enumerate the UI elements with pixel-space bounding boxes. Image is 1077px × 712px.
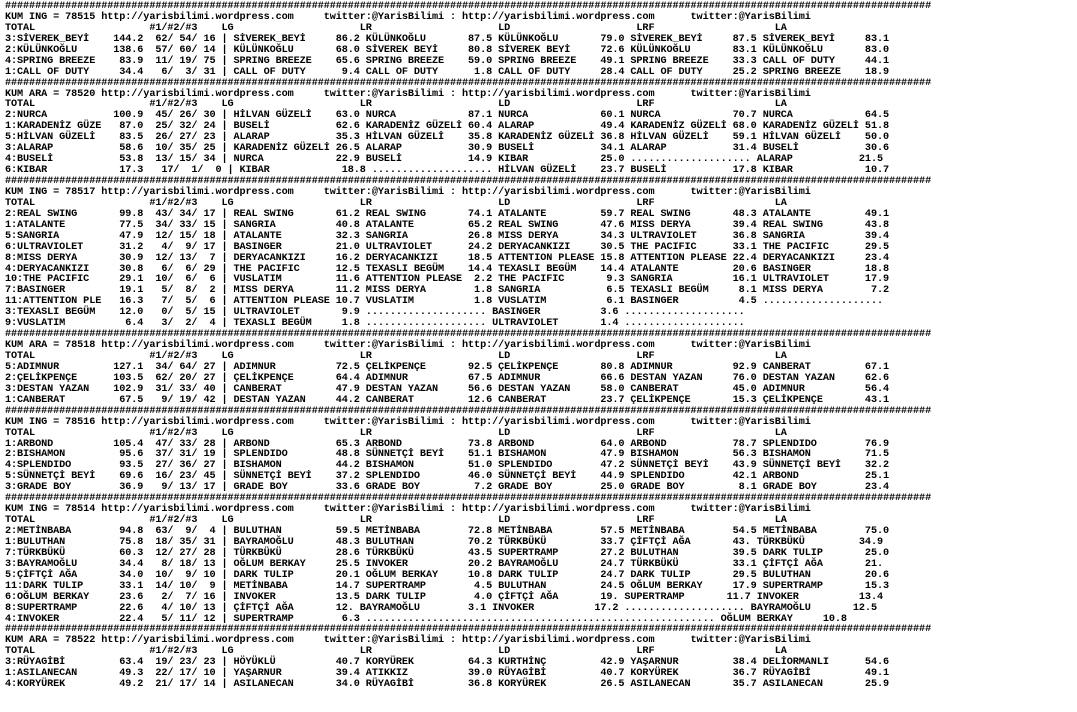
- text-line: 11:DARK TULIP 33.1 14/ 10/ 9 | METİNBABA 14.7 SUPERTRAMP 4.5 BULUTHAN 24.5 OĞLUM BERKAY 17.9 SUPERTRAMP 15.3: [5, 580, 889, 592]
- separator-line: ##########################################################################################################################################################: [5, 405, 932, 417]
- text-line: 1:CALL OF DUTY 34.4 6/ 3/ 31 | CALL OF DUTY 9.4 CALL OF DUTY 1.8 CALL OF DUTY 28.4 CALL OF DUTY 25.2 SPRING BREEZE 18.9: [5, 66, 889, 78]
- text-line: 7:BASINGER 19.1 5/ 8/ 2 | MISS DERYA 11.2 MISS DERYA 1.8 SANGRIA 6.5 TEXASLI BEGÜM 8.1 MISS DERYA 7.2: [5, 285, 889, 297]
- text-line: 3:RÜYAGİBİ 63.4 19/ 23/ 23 | HÖYÜKLÜ 40.7 KORYÜREK 64.3 KURTHİNÇ 42.9 YAŞARNUR 38.4 DELİORMANLI 54.6: [5, 657, 889, 669]
- separator-line: ##########################################################################################################################################################: [5, 1, 932, 12]
- text-line: KUM ARA = 78518 http://yarisbilimi.wordpress.com twitter:@YarisBilimi : http://yarisbilimi.wordpress.com twitter:@YarisBilimi: [5, 340, 811, 352]
- text-line: 1:ATALANTE 77.5 34/ 33/ 15 | SANGRIA 40.8 ATALANTE 65.2 REAL SWING 47.6 MISS DERYA 39.4 REAL SWING 43.8: [5, 219, 889, 231]
- text-line: KUM ARA = 78522 http://yarisbilimi.wordpress.com twitter:@YarisBilimi : http://yarisbilimi.wordpress.com twitter:@YarisBilimi: [5, 635, 811, 647]
- text-line: KUM ING = 78515 http://yarisbilimi.wordpress.com twitter:@YarisBilimi : http://yarisbilimi.wordpress.com twitter:@YarisBilimi: [5, 11, 811, 23]
- text-line: 5:SÜNNETÇİ BEYİ 69.6 16/ 23/ 45 | SÜNNETÇİ BEYİ 37.2 SPLENDIDO 46.0 SÜNNETÇİ BEYİ 44.9 SPLENDIDO 42.1 ARBOND 25.1: [5, 471, 889, 483]
- text-line: TOTAL #1/#2/#3 LG LR LD LRF LA: [5, 427, 787, 439]
- text-line: 5:HİLVAN GÜZELİ 83.5 26/ 27/ 23 | ALARAP 35.3 HİLVAN GÜZELİ 35.8 KARADENİZ GÜZELİ 36.8 HİLVAN GÜZELİ 59.1 HİLVAN GÜZELİ 50.0: [5, 132, 889, 144]
- text-line: TOTAL #1/#2/#3 LG LR LD LRF LA: [5, 515, 787, 527]
- text-line: KUM ARA = 78520 http://yarisbilimi.wordpress.com twitter:@YarisBilimi : http://yarisbilimi.wordpress.com twitter:@YarisBilimi: [5, 88, 811, 100]
- text-line: 8:SUPERTRAMP 22.6 4/ 10/ 13 | ÇİFTÇİ AĞA 12. BAYRAMOĞLU 3.1 INVOKER 17.2 .................... BAYRAMOĞLU 12.5: [5, 602, 877, 614]
- text-line: TOTAL #1/#2/#3 LG LR LD LRF LA: [5, 351, 787, 362]
- text-line: TOTAL #1/#2/#3 LG LR LD LRF LA: [5, 22, 787, 34]
- text-line: KUM ING = 78516 http://yarisbilimi.wordpress.com twitter:@YarisBilimi : http://yarisbilimi.wordpress.com twitter:@YarisBilimi: [5, 416, 811, 428]
- text-line: KUM ING = 78514 http://yarisbilimi.wordpress.com twitter:@YarisBilimi : http://yarisbilimi.wordpress.com twitter:@YarisBilimi: [5, 504, 811, 516]
- text-line: 6:ULTRAVIOLET 31.2 4/ 9/ 17 | BASINGER 21.0 ULTRAVIOLET 24.2 DERYACANKIZI 30.5 THE PACIFIC 33.1 THE PACIFIC 29.5: [5, 241, 889, 253]
- text-line: 1:BULUTHAN 75.8 18/ 35/ 31 | BAYRAMOĞLU 48.3 BULUTHAN 70.2 TÜRKBÜKÜ 33.7 ÇİFTÇİ AĞA 43. TÜRKBÜKÜ 34.9: [5, 536, 883, 548]
- text-line: 3:TEXASLI BEGÜM 12.0 0/ 5/ 15 | ULTRAVIOLET 9.9 .................... BASINGER 3.6 ....................: [5, 307, 745, 319]
- text-line: 6:KIBAR 17.3 17/ 1/ 0 | KIBAR 18.8 .................... HİLVAN GÜZELİ 23.7 BUSELİ 17.8 KIBAR 10.7: [5, 165, 889, 177]
- separator-line: ##########################################################################################################################################################: [5, 176, 932, 187]
- text-line: TOTAL #1/#2/#3 LG LR LD LRF LA: [5, 197, 787, 209]
- text-line: 6:OĞLUM BERKAY 23.6 2/ 7/ 16 | INVOKER 13.5 DARK TULIP 4.0 ÇİFTÇİ AĞA 19. SUPERTRAMP 11.7 INVOKER 13.4: [5, 591, 883, 603]
- text-line: 2:BISHAMON 95.6 37/ 31/ 19 | SPLENDIDO 48.8 SÜNNETÇİ BEYİ 51.1 BISHAMON 47.9 BISHAMON 56.3 BISHAMON 71.5: [5, 449, 889, 461]
- separator-line: ##########################################################################################################################################################: [5, 624, 932, 636]
- text-line: 2:METİNBABA 94.8 63/ 9/ 4 | BULUTHAN 59.5 METİNBABA 72.8 METİNBABA 57.5 METİNBABA 54.5 METİNBABA 75.0: [5, 526, 889, 537]
- text-line: 3:DESTAN YAZAN 102.9 31/ 33/ 40 | CANBERAT 47.9 DESTAN YAZAN 56.6 DESTAN YAZAN 58.0 CANBERAT 45.0 ADIMNUR 56.4: [5, 383, 889, 395]
- text-line: 4:BUSELİ 53.8 13/ 15/ 34 | NURCA 22.9 BUSELİ 14.9 KIBAR 25.0 .................... ALARAP 21.5: [5, 154, 883, 166]
- text-line: 5:SANGRIA 47.9 12/ 15/ 18 | ATALANTE 32.3 SANGRIA 26.8 MISS DERYA 34.3 ULTRAVIOLET 36.8 SANGRIA 39.4: [5, 230, 889, 242]
- text-line: 2:REAL SWING 99.8 43/ 34/ 17 | REAL SWING 61.2 REAL SWING 74.1 ATALANTE 59.7 REAL SWING 48.3 ATALANTE 49.1: [5, 208, 889, 220]
- text-line: 11:ATTENTION PLE 16.3 7/ 5/ 6 | ATTENTION PLEASE 10.7 VUSLATIM 1.8 VUSLATIM 6.1 BASINGER 4.5 ....................: [5, 296, 883, 308]
- text-line: 2:ÇELİKPENÇE 103.5 62/ 20/ 27 | ÇELİKPENÇE 64.4 ADIMNUR 67.5 ADIMNUR 66.6 DESTAN YAZAN 76.0 DESTAN YAZAN 62.6: [5, 372, 889, 384]
- separator-line: ##########################################################################################################################################################: [5, 493, 932, 505]
- text-line: 3:GRADE BOY 36.9 9/ 13/ 17 | GRADE BOY 33.6 GRADE BOY 7.2 GRADE BOY 25.0 GRADE BOY 8.1 GRADE BOY 23.4: [5, 482, 889, 494]
- separator-line: ##########################################################################################################################################################: [5, 329, 932, 341]
- text-line: 8:MISS DERYA 30.9 12/ 13/ 7 | DERYACANKIZI 16.2 DERYACANKIZI 18.5 ATTENTION PLEASE 15.8 ATTENTION PLEASE 22.4 DERYACANKIZI 23.4: [5, 252, 889, 264]
- text-line: 4:SPLENDIDO 93.5 27/ 36/ 27 | BISHAMON 44.2 BISHAMON 51.0 SPLENDIDO 47.2 SÜNNETÇİ BEYİ 43.9 SÜNNETÇİ BEYİ 32.2: [5, 460, 889, 472]
- text-line: 3:BAYRAMOĞLU 34.4 8/ 18/ 13 | OĞLUM BERKAY 25.5 INVOKER 20.2 BAYRAMOĞLU 24.7 TÜRKBÜKÜ 33.1 ÇİFTÇİ AĞA 21.: [5, 558, 883, 570]
- text-line: 10:THE PACIFIC 29.1 10/ 6/ 6 | VUSLATIM 11.6 ATTENTION PLEASE 2.2 THE PACIFIC 9.3 SANGRIA 16.1 ULTRAVIOLET 17.9: [5, 274, 889, 286]
- text-line: 3:ALARAP 58.6 10/ 35/ 25 | KARADENİZ GÜZELİ 26.5 ALARAP 30.9 BUSELİ 34.1 ALARAP 31.4 BUSELİ 30.6: [5, 143, 889, 155]
- text-line: TOTAL #1/#2/#3 LG LR LD LRF LA: [5, 99, 787, 111]
- text-line: 7:TÜRKBÜKÜ 60.3 12/ 27/ 28 | TÜRKBÜKÜ 28.6 TÜRKBÜKÜ 43.5 SUPERTRAMP 27.2 BULUTHAN 39.5 DARK TULIP 25.0: [5, 547, 889, 559]
- text-line: 5:ÇİFTÇİ AĞA 34.0 10/ 9/ 10 | DARK TULIP 20.1 OĞLUM BERKAY 10.8 DARK TULIP 24.7 DARK TULIP 29.5 BULUTHAN 20.6: [5, 569, 889, 581]
- text-line: 1:CANBERAT 67.5 9/ 19/ 42 | DESTAN YAZAN 44.2 CANBERAT 12.6 CANBERAT 23.7 ÇELİKPENÇE 15.3 ÇELİKPENÇE 43.1: [5, 394, 889, 406]
- text-line: 1:ARBOND 105.4 47/ 33/ 28 | ARBOND 65.3 ARBOND 73.8 ARBOND 64.0 ARBOND 78.7 SPLENDIDO 76.9: [5, 438, 889, 450]
- text-line: 2:NURCA 100.9 45/ 26/ 30 | HİLVAN GÜZELİ 63.0 NURCA 87.1 NURCA 60.1 NURCA 70.7 NURCA 64.5: [5, 110, 889, 122]
- text-line: TOTAL #1/#2/#3 LG LR LD LRF LA: [5, 646, 787, 658]
- text-line: 5:ADIMNUR 127.1 34/ 64/ 27 | ADIMNUR 72.5 ÇELİKPENÇE 92.5 ÇELİKPENÇE 80.8 ADIMNUR 92.9 CANBERAT 67.1: [5, 361, 889, 373]
- text-line: 4:KORYÜREK 49.2 21/ 17/ 14 | ASILANECAN 34.0 RÜYAGİBİ 36.8 KORYÜREK 26.5 ASILANECAN 35.7 ASILANECAN 25.9: [5, 679, 889, 691]
- text-line: 1:KARADENİZ GÜZE 87.0 25/ 32/ 24 | BUSELİ 62.6 KARADENİZ GÜZELİ 60.4 ALARAP 49.4 KARADENİZ GÜZELİ 68.0 KARADENİZ GÜZELİ 51.8: [5, 121, 889, 133]
- text-line: KUM ING = 78517 http://yarisbilimi.wordpress.com twitter:@YarisBilimi : http://yarisbilimi.wordpress.com twitter:@YarisBilimi: [5, 186, 811, 198]
- text-line: 4:DERYACANKIZI 30.8 6/ 6/ 29 | THE PACIFIC 12.5 TEXASLI BEGÜM 14.4 TEXASLI BEGÜM 14.4 ATALANTE 20.6 BASINGER 18.8: [5, 263, 889, 275]
- text-line: 9:VUSLATIM 6.4 3/ 2/ 4 | TEXASLI BEGÜM 1.8 .................... ULTRAVIOLET 1.4 ....................: [5, 318, 745, 330]
- text-line: 2:KÜLÜNKOĞLU 138.6 57/ 60/ 14 | KÜLÜNKOĞLU 68.0 SİVEREK BEYİ 80.8 SİVEREK BEYİ 72.6 KÜLÜNKOĞLU 83.1 KÜLÜNKOĞLU 83.0: [5, 44, 889, 56]
- text-line: 4:SPRING BREEZE 83.9 11/ 19/ 75 | SPRING BREEZE 65.6 SPRING BREEZE 59.0 SPRING BREEZE 49.1 SPRING BREEZE 33.3 CALL OF DUTY 44.1: [5, 55, 889, 67]
- text-line: 1:ASILANECAN 49.3 22/ 17/ 10 | YAŞARNUR 39.4 ATIKKIZ 39.0 RÜYAGİBİ 40.7 KORYÜREK 36.7 RÜYAGİBİ 49.1: [5, 668, 889, 680]
- text-line: 3:SİVEREK_BEYİ 144.2 62/ 54/ 16 | SİVEREK_BEYİ 86.2 KÜLÜNKOĞLU 87.5 KÜLÜNKOĞLU 79.0 SİVEREK_BEYİ 87.5 SİVEREK_BEYİ 83.1: [5, 33, 889, 45]
- separator-line: ##########################################################################################################################################################: [5, 77, 932, 89]
- text-line: 4:INVOKER 22.4 5/ 11/ 12 | SUPERTRAMP 6.3 .......................................................... OĞLUM BERKAY 10.8: [5, 613, 847, 625]
